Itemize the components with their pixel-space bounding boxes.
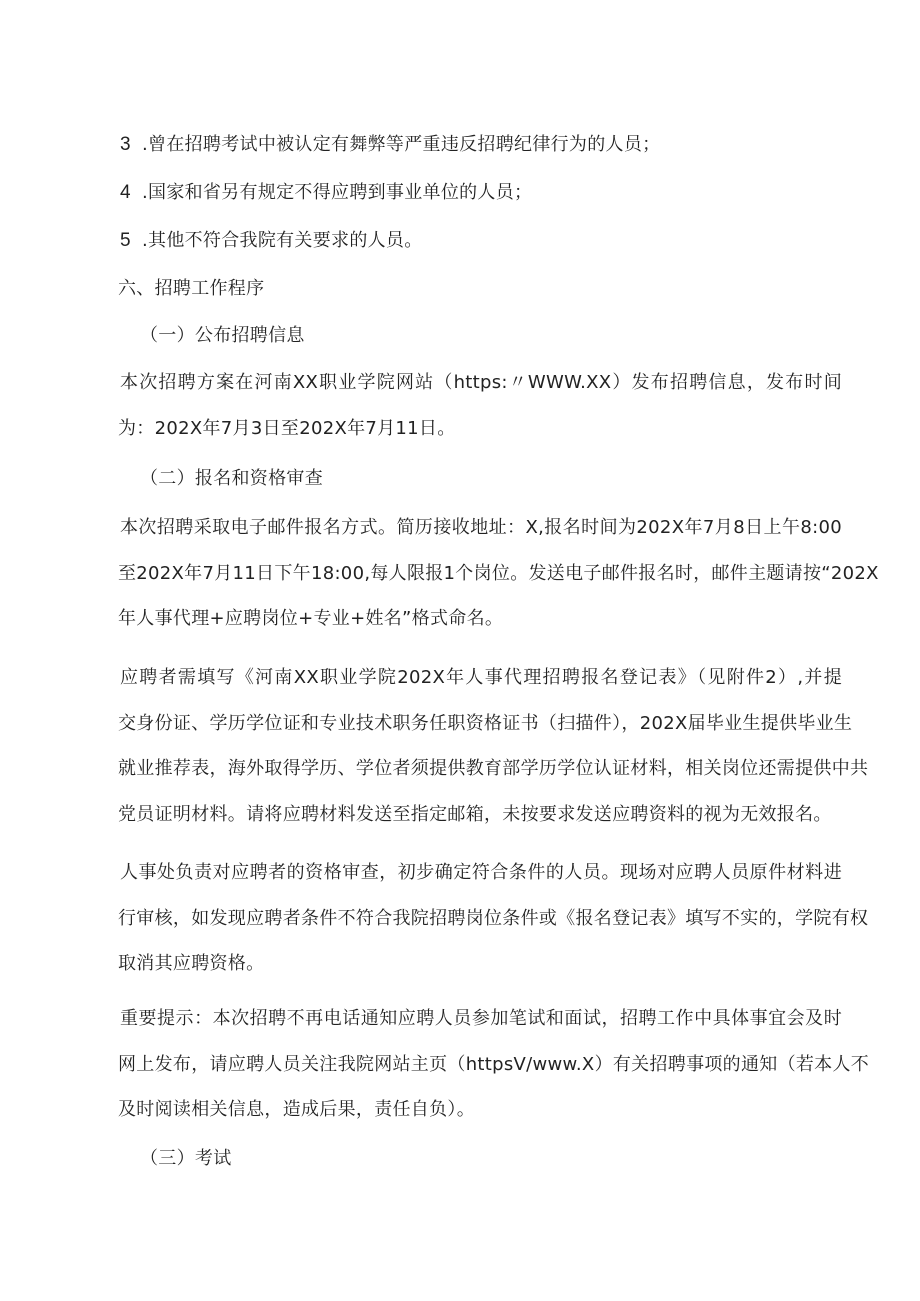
- paragraph-line: 行审核，如发现应聘者条件不符合我院招聘岗位条件或《报名登记表》填写不实的，学院有权: [118, 907, 869, 929]
- paragraph-line: 网上发布，请应聘人员关注我院网站主页（httpsV/www.X）有关招聘事项的通知（若本人不: [118, 1053, 870, 1075]
- paragraph-publish-info: [118, 360, 842, 451]
- list-item-5: [120, 229, 920, 253]
- paragraph-line: 为：202X年7月3日至202X年7月11日。: [118, 417, 456, 439]
- paragraph-line: 党员证明材料。请将应聘材料发送至指定邮箱，未按要求发送应聘资料的视为无效报名。: [118, 803, 832, 825]
- paragraph-line: 就业推荐表，海外取得学历、学位者须提供教育部学历学位认证材料，相关岗位还需提供中共: [118, 758, 869, 779]
- list-text: .其他不符合我院有关要求的人员。: [142, 230, 423, 251]
- paragraph-application-materials: [118, 655, 869, 837]
- list-text: .国家和省另有规定不得应聘到事业单位的人员；: [142, 182, 533, 203]
- section-heading-six: 六、招聘工作程序: [118, 278, 265, 299]
- paragraph-line: 本次招聘采取电子邮件报名方式。简历接收地址：X,报名时间为202X年7月8日上午8:00: [120, 517, 842, 538]
- paragraph-line: 交身份证、学历学位证和专业技术职务任职资格证书（扫描件），202X届毕业生提供毕业生: [118, 712, 853, 734]
- list-item-4: [120, 181, 920, 205]
- list-number: 3: [120, 134, 131, 155]
- paragraph-line: 人事处负责对应聘者的资格审查，初步确定符合条件的人员。现场对应聘人员原件材料进: [120, 862, 842, 883]
- paragraph-line: 本次招聘方案在河南XX职业学院网站（https:〃WWW.XX）发布招聘信息，发布时间: [120, 372, 842, 393]
- paragraph-line: 重要提示：本次招聘不再电话通知应聘人员参加笔试和面试，招聘工作中具体事宜会及时: [120, 1008, 842, 1029]
- list-item-3: [120, 133, 920, 157]
- paragraph-important-notice: [118, 996, 870, 1133]
- paragraph-line: 取消其应聘资格。: [118, 953, 265, 974]
- paragraph-line: 应聘者需填写《河南XX职业学院202X年人事代理招聘报名登记表》（见附件2）,并提: [120, 667, 842, 688]
- paragraph-registration-method: [118, 505, 879, 642]
- paragraph-line: 至202X年7月11日下午18:00,每人限报1个岗位。发送电子邮件报名时，邮件主题请按“202X: [118, 562, 879, 584]
- subsection-heading-registration: （二）报名和资格审查: [140, 468, 323, 489]
- paragraph-line: 及时阅读相关信息，造成后果，责任自负）。: [118, 1099, 475, 1120]
- list-text: .曾在招聘考试中被认定有舞弊等严重违反招聘纪律行为的人员；: [142, 134, 661, 155]
- paragraph-qualification-review: [118, 850, 869, 987]
- subsection-heading-publish: （一）公布招聘信息: [140, 325, 305, 346]
- list-number: 5: [120, 230, 131, 251]
- subsection-heading-exam: （三）考试: [140, 1148, 232, 1169]
- list-number: 4: [120, 182, 131, 203]
- paragraph-line: 年人事代理+应聘岗位+专业+姓名”格式命名。: [118, 608, 504, 629]
